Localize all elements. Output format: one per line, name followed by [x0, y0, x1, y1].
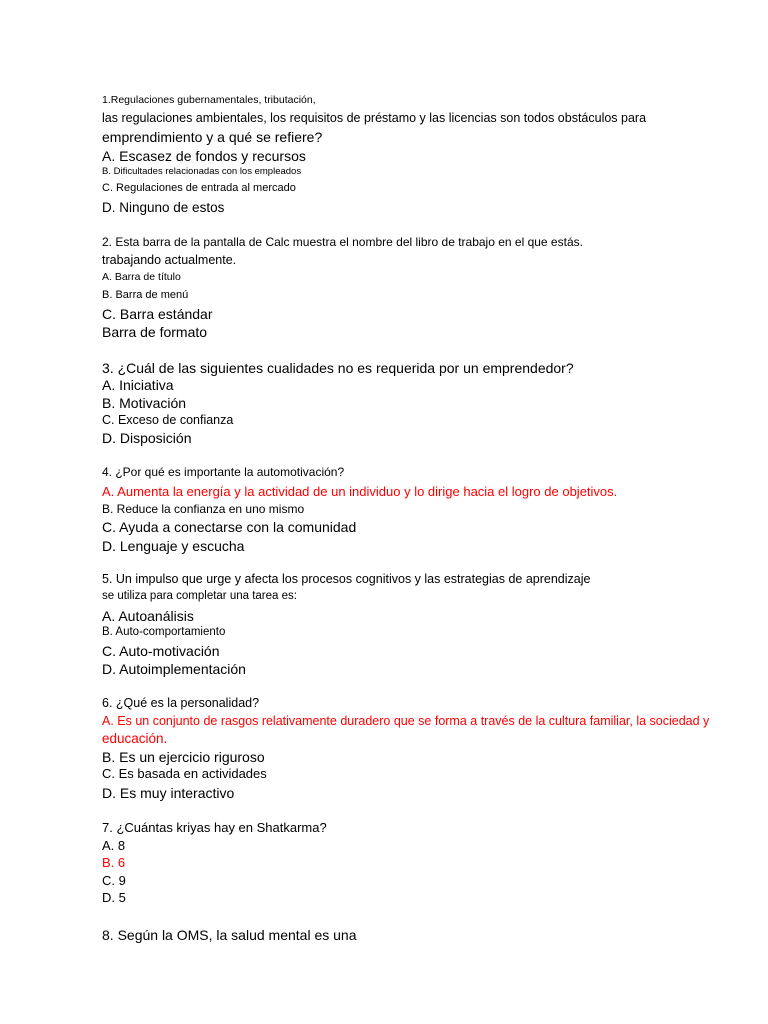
q4-option-c: C. Ayuda a conectarse con la comunidad — [102, 519, 357, 535]
q1-option-c: C. Regulaciones de entrada al mercado — [102, 182, 296, 194]
q5-option-c: C. Auto-motivación — [102, 643, 220, 659]
q1-option-d: D. Ninguno de estos — [102, 200, 225, 215]
q5-line-2: se utiliza para completar una tarea es: — [102, 590, 297, 602]
q2-option-b: B. Barra de menú — [102, 289, 189, 301]
q2-option-d: Barra de formato — [102, 324, 208, 340]
q3-line-1: 3. ¿Cuál de las siguientes cualidades no es requerida por un emprendedor? — [102, 360, 574, 376]
q7-option-a: A. 8 — [102, 838, 126, 853]
q2-option-a: A. Barra de título — [102, 271, 181, 283]
q5-option-b: B. Auto-comportamiento — [102, 626, 226, 638]
q1-line-1: 1.Regulaciones gubernamentales, tributación, — [102, 94, 316, 106]
q3-option-b: B. Motivación — [102, 395, 187, 411]
q7-option-c: C. 9 — [102, 873, 126, 888]
q4-line-1: 4. ¿Por qué es importante la automotivación? — [102, 465, 345, 479]
q6-option-d: D. Es muy interactivo — [102, 785, 235, 801]
q2-line-2: trabajando actualmente. — [102, 253, 237, 267]
q3-option-c: C. Exceso de confianza — [102, 413, 234, 427]
q4-option-b: B. Reduce la confianza en uno mismo — [102, 502, 305, 516]
q3-option-a: A. Iniciativa — [102, 377, 174, 393]
q5-option-d: D. Autoimplementación — [102, 661, 246, 677]
q8-line-1: 8. Según la OMS, la salud mental es una — [102, 927, 357, 943]
q6-option-b: B. Es un ejercicio riguroso — [102, 749, 265, 765]
q1-line-2: las regulaciones ambientales, los requisitos de préstamo y las licencias son todos obstáculos para — [102, 111, 647, 125]
q1-line-3: emprendimiento y a qué se refiere? — [102, 129, 323, 145]
q6-option-c: C. Es basada en actividades — [102, 766, 267, 781]
q7-option-b-correct: B. 6 — [102, 855, 126, 870]
q1-option-a: A. Escasez de fondos y recursos — [102, 148, 306, 164]
q2-line-1: 2. Esta barra de la pantalla de Calc muestra el nombre del libro de trabajo en el que estás. — [102, 235, 583, 249]
q7-line-1: 7. ¿Cuántas kriyas hay en Shatkarma? — [102, 820, 327, 835]
q6-option-a-continuation: educación. — [102, 731, 168, 746]
q1-option-b: B. Dificultades relacionadas con los empleados — [102, 166, 302, 177]
q2-option-c: C. Barra estándar — [102, 306, 213, 322]
q3-option-d: D. Disposición — [102, 430, 192, 446]
q7-option-d: D. 5 — [102, 890, 126, 905]
q5-option-a: A. Autoanálisis — [102, 608, 194, 624]
q4-option-d: D. Lenguaje y escucha — [102, 538, 245, 554]
q5-line-1: 5. Un impulso que urge y afecta los procesos cognitivos y las estrategias de aprendizaje — [102, 572, 591, 586]
q6-line-1: 6. ¿Qué es la personalidad? — [102, 696, 260, 710]
q6-option-a-correct: A. Es un conjunto de rasgos relativamente duradero que se forma a través de la cultura familiar, la sociedad y — [102, 714, 710, 728]
q4-option-a-correct: A. Aumenta la energía y la actividad de un individuo y lo dirige hacia el logro de objetivos. — [102, 484, 618, 499]
